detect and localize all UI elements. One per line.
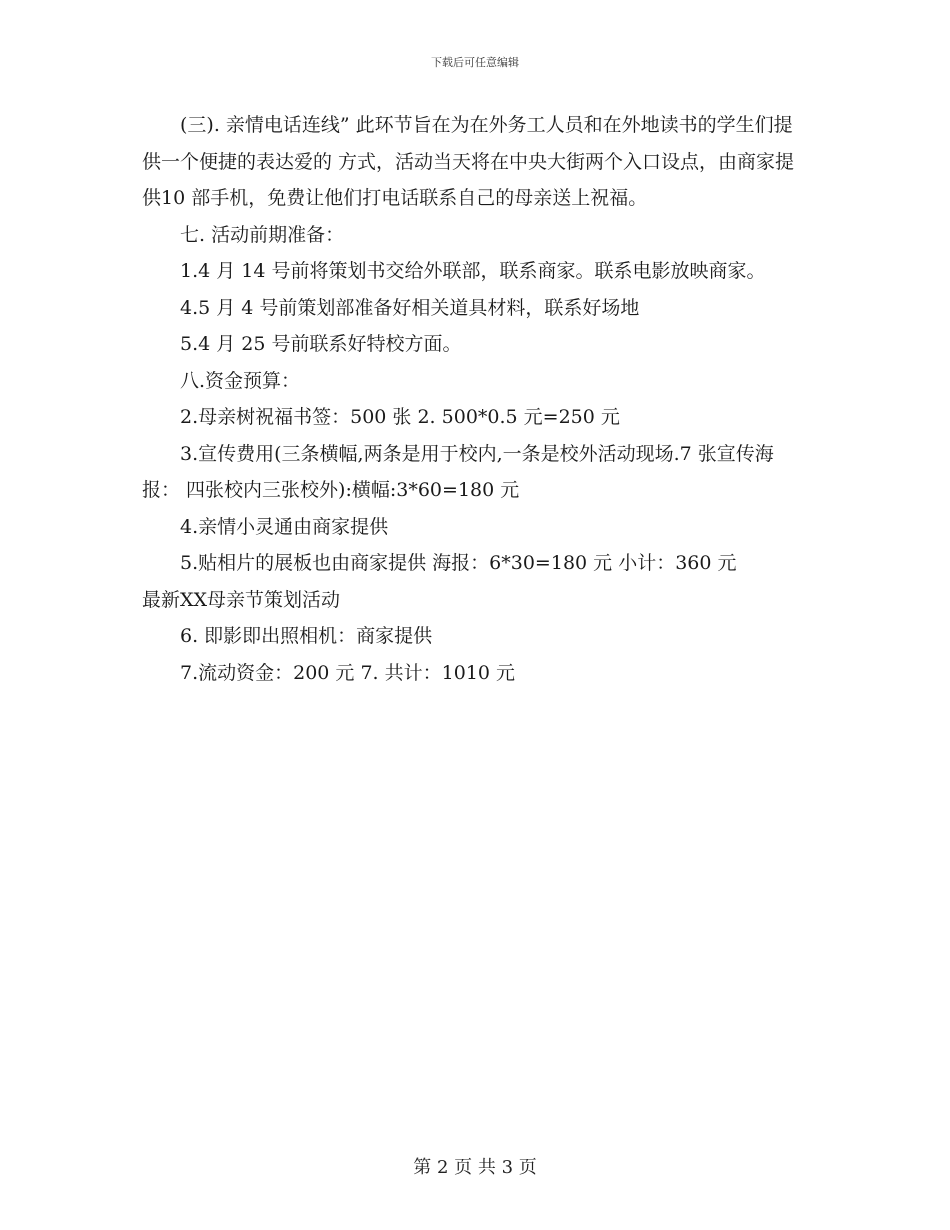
section-heading-preparation: 七. 活动前期准备： [180,223,345,246]
list-item-budget-4: 4.亲情小灵通由商家提供 [180,515,389,538]
page-footer: 第 2 页 共 3 页 [413,1157,537,1178]
list-item-budget-3: 3.宣传费用(三条横幅,两条是用于校内,一条是校外活动现场.7 张宣传海报： 四张校内三张校外):横幅:3*60=180 元 [142,442,774,501]
list-item-budget-6: 6. 即影即出照相机：商家提供 [180,625,433,647]
paragraph-family-phone-line: (三). 亲情电话连线” 此环节旨在为在外务工人员和在外地读书的学生们提供一个便捷的表达爱的 方式，活动当天将在中央大街两个入口设点，由商家提供10 部手机，免费让他们打电话联系自己的母亲送上祝福。 [142,114,795,209]
inline-title: 最新XX母亲节策划活动 [142,588,341,611]
list-item-budget-7: 7.流动资金：200 元 7. 共计：1010 元 [180,661,516,684]
list-item-budget-2: 2.母亲树祝福书签：500 张 2. 500*0.5 元=250 元 [180,406,620,428]
list-item-prep-1: 1.4 月 14 号前将策划书交给外联部，联系商家。联系电影放映商家。 [180,260,766,282]
list-item-budget-5: 5.贴相片的展板也由商家提供 海报：6*30=180 元 小计：360 元 [180,552,737,574]
list-item-prep-4: 4.5 月 4 号前策划部准备好相关道具材料，联系好场地 [180,296,640,319]
list-item-prep-5: 5.4 月 25 号前联系好特校方面。 [180,333,462,355]
section-heading-budget: 八.资金预算： [180,369,301,392]
document-body [142,107,810,691]
page-header: 下载后可任意编辑 [431,56,519,69]
